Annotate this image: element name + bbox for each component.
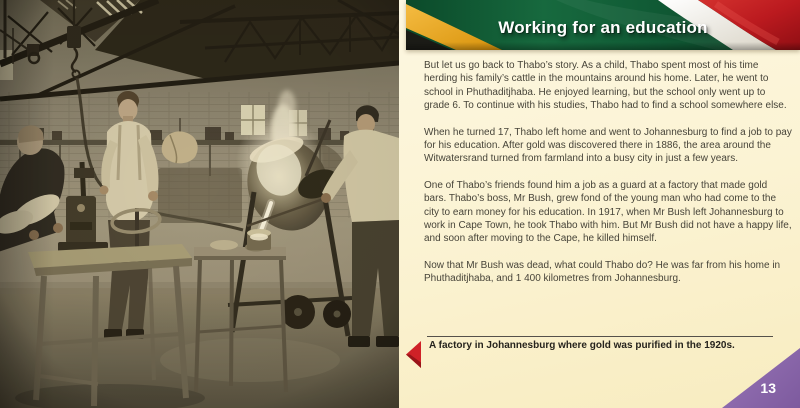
sa-flag-banner <box>406 0 800 50</box>
factory-photo <box>0 0 399 408</box>
page-number: 13 <box>760 380 776 396</box>
caption-marker-icon <box>406 341 421 368</box>
paragraph: When he turned 17, Thabo left home and went to Johannesburg to find a job to pay for his education. After gold was discovered there in 1886, the area around the Witwatersrand turned from farmland into a busy city in just a few years. <box>424 126 792 165</box>
paragraph: One of Thabo’s friends found him a job as a guard at a factory that made gold bars. Thabo’s boss, Mr Bush, grew fond of the young man who had come to the city to earn money for his education. In 1917, when Mr Bush left Johannesburg to work in Cape Town, he took Thabo with him. But Mr Bush did not have a happy life, and soon after moving to the Cape, he killed himself. <box>424 179 792 245</box>
caption-divider <box>427 336 773 337</box>
body-text <box>424 59 792 299</box>
paragraph: Now that Mr Bush was dead, what could Thabo do? He was far from his home in Phuthaditjhaba, and 1 400 kilometres from Johannesburg. <box>424 259 781 285</box>
paragraph: But let us go back to Thabo’s story. As a child, Thabo spent most of his time herding his family’s cattle in the mountains around his home. Later, he went to school in Phuthaditjhaba. He enjoyed learning, but the school only went up to grade 6. To continue with his studies, Thabo had to find a school somewhere else. <box>424 60 787 112</box>
caption-row <box>406 340 786 368</box>
photo-caption: A factory in Johannesburg where gold was purified in the 1920s. <box>429 340 735 351</box>
page-title: Working for an education <box>498 17 708 37</box>
right-page <box>399 0 800 408</box>
